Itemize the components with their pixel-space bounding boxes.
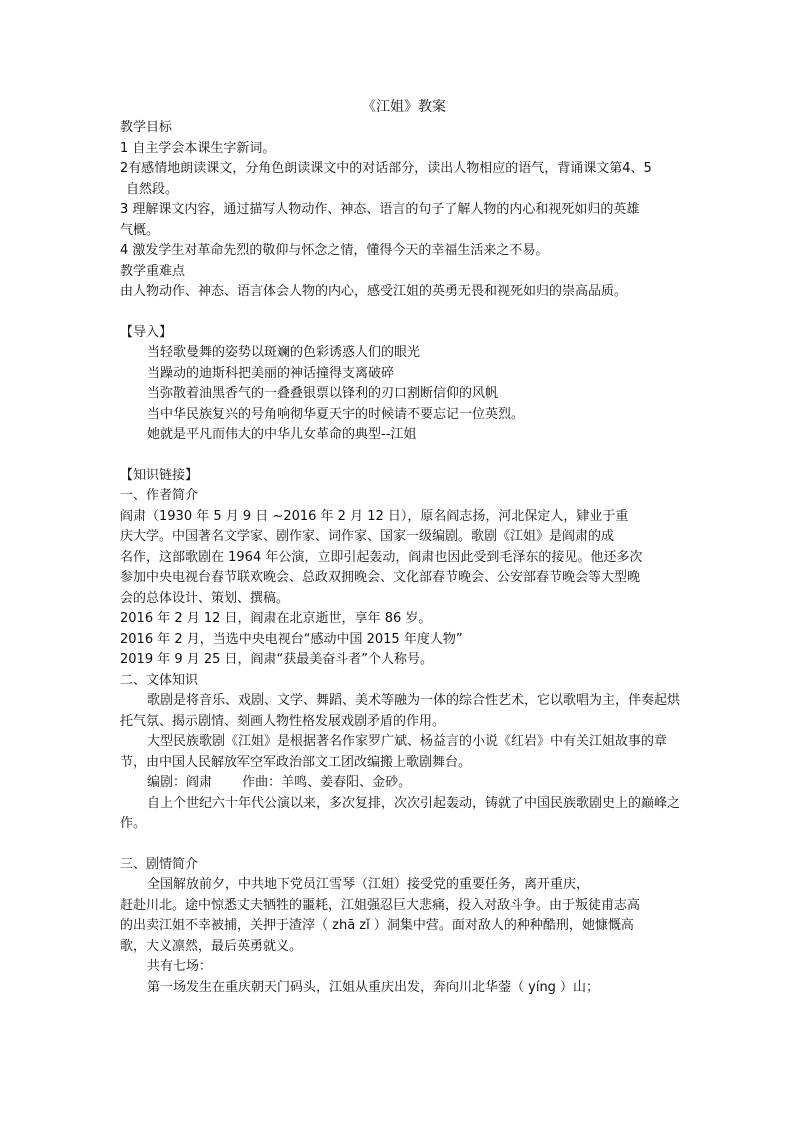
goals-heading: 教学目标 bbox=[120, 120, 173, 135]
author-line: 2016 年 2 月，当选中央电视台“感动中国 2015 年度人物” bbox=[120, 631, 463, 647]
author-line: 名作，这部歌剧在 1964 年公演，立即引起轰动，阎肃也因此受到毛泽东的接见。他还多次 bbox=[120, 549, 643, 565]
credits-line: 编剧：阎肃 作曲：羊鸣、姜春阳、金砂。 bbox=[147, 775, 412, 790]
intro-line: 当躁动的迪斯科把美丽的神话撞得支离破碎 bbox=[147, 365, 395, 381]
author-line: 参加中央电视台春节联欢晚会、总政双拥晚会、文化部春节晚会、公安部春节晚会等大型晚 bbox=[120, 570, 641, 585]
author-line: 2016 年 2 月 12 日，阎肃在北京逝世，享年 86 岁。 bbox=[120, 611, 432, 626]
plot-line: 全国解放前夕，中共地下党员江雪琴（江姐）接受党的重要任务，离开重庆， bbox=[147, 877, 590, 892]
intro-line: 当弥散着油黑香气的一叠叠银票以锋利的刃口割断信仰的风帆 bbox=[147, 386, 499, 401]
goal-line: 2有感情地朗读课文，分角色朗读课文中的对话部分，读出人物相应的语气，背诵课文第4、5 bbox=[120, 161, 652, 176]
goal-line: 4 激发学生对革命先烈的敬仰与怀念之情，懂得今天的幸福生活来之不易。 bbox=[120, 243, 549, 258]
genre-paragraph: 大型民族歌剧《江姐》是根据著名作家罗广斌、杨益言的小说《红岩》中有关江姐故事的章节，由中国人民解放军空军政治部文工团改编搬上歌剧舞台。 bbox=[120, 734, 668, 770]
author-line: 2019 年 9 月 25 日，阎肃“获最美奋斗者”个人称号。 bbox=[120, 652, 434, 667]
lesson-plan-page bbox=[120, 96, 688, 998]
plot-line: 的出卖江姐不幸被捕，关押于渣滓（ zhā zǐ ）洞集中营。面对敌人的种种酷刑，她慷慨高 bbox=[120, 918, 634, 933]
goal-line: 气概。 bbox=[120, 222, 160, 238]
author-heading: 一、作者简介 bbox=[120, 488, 199, 503]
goal-line: 3 理解课文内容，通过描写人物动作、神态、语言的句子了解人物的内心和视死如归的英雄 bbox=[120, 202, 640, 217]
genre-paragraph: 歌剧是将音乐、戏剧、文学、舞蹈、美术等融为一体的综合性艺术，它以歌唱为主，伴奏起烘托气氛、揭示剧情、刻画人物性格发展戏剧矛盾的作用。 bbox=[120, 693, 681, 729]
key-text: 由人物动作、神态、语言体会人物的内心，感受江姐的英勇无畏和视死如归的崇高品质。 bbox=[120, 284, 628, 299]
page-title: 《江姐》教案 bbox=[362, 99, 446, 115]
intro-line: 当轻歌曼舞的姿势以斑斓的色彩诱惑人们的眼光 bbox=[147, 345, 421, 360]
goal-line: 自然段。 bbox=[126, 181, 179, 197]
genre-paragraph: 自上个世纪六十年代公演以来，多次复排，次次引起轰动，铸就了中国民族歌剧史上的巅峰之作。 bbox=[120, 795, 681, 831]
intro-line: 当中华民族复兴的号角响彻华夏天宇的时候请不要忘记一位英烈。 bbox=[147, 406, 525, 422]
intro-heading: 【导入】 bbox=[120, 324, 173, 340]
plot-line: 歌，大义凛然，最后英勇就义。 bbox=[120, 938, 303, 954]
author-line: 阎肃（1930 年 5 月 9 日 ~2016 年 2 月 12 日），原名阎志扬，河北保定人，肄业于重 bbox=[120, 508, 629, 524]
plot-line: 赶赴川北。途中惊悉丈夫牺牲的噩耗，江姐强忍巨大悲痛，投入对敌斗争。由于叛徒甫志高 bbox=[120, 897, 641, 913]
intro-line: 她就是平凡而伟大的中华儿女革命的典型--江姐 bbox=[147, 427, 417, 442]
author-line: 庆大学。中国著名文学家、剧作家、词作家、国家一级编剧。歌剧《江姐》是阎肃的成 bbox=[120, 529, 615, 544]
plot-heading: 三、剧情简介 bbox=[120, 856, 199, 872]
key-heading: 教学重难点 bbox=[120, 263, 186, 279]
scene-line: 第一场发生在重庆朝天门码头，江姐从重庆出发，奔向川北华蓥（ yíng ）山； bbox=[147, 979, 600, 995]
genre-heading: 二、文体知识 bbox=[120, 672, 199, 688]
author-line: 会的总体设计、策划、撰稿。 bbox=[120, 590, 290, 606]
goal-line: 1 自主学会本课生字新词。 bbox=[120, 140, 276, 156]
scenes-heading: 共有七场： bbox=[147, 959, 213, 974]
knowledge-heading: 【知识链接】 bbox=[120, 467, 199, 483]
